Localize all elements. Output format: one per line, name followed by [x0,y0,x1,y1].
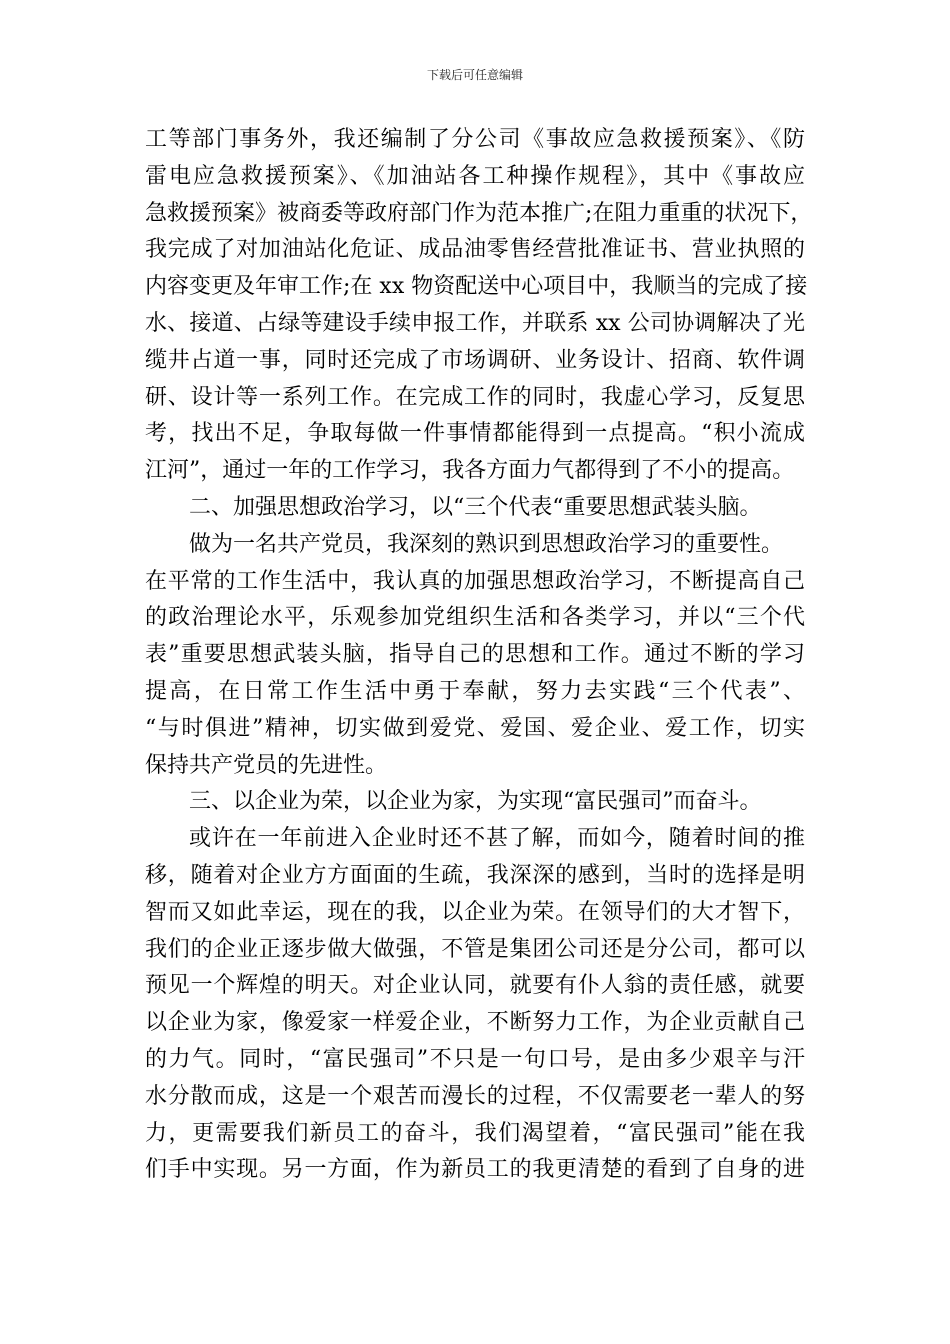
text-line: 内容变更及年审工作;在 xx 物资配送中心项目中，我顺当的完成了接 [145,274,808,300]
text-line: 缆井占道一事，同时还完成了市场调研、业务设计、招商、软件调 [145,347,805,373]
text-line: 我们的企业正逐步做大做强，不管是集团公司还是分公司，都可以 [145,936,805,962]
text-line: 考，找出不足，争取每做一件事情都能得到一点提高。“积小流成 [145,421,805,447]
text-line: 的政治理论水平，乐观参加党组织生活和各类学习，并以“三个代 [145,605,805,631]
text-line: 移，随着对企业方方面面的生疏，我深深的感到，当时的选择是明 [145,862,805,888]
text-line: “与时俱进”精神，切实做到爱党、爱国、爱企业、爱工作，切实 [145,715,805,741]
text-line: 智而又如此幸运，现在的我，以企业为荣。在领导们的大才智下， [145,899,805,925]
section-heading: 二、加强思想政治学习，以“三个代表“重要思想武装头脑。 [189,494,762,520]
text-line: 在平常的工作生活中，我认真的加强思想政治学习，不断提高自己 [145,568,805,594]
text-line: 江河”，通过一年的工作学习，我各方面力气都得到了不小的提高。 [145,458,795,484]
text-line: 我完成了对加油站化危证、成品油零售经营批准证书、营业执照的 [145,237,805,263]
text-line: 们手中实现。另一方面，作为新员工的我更清楚的看到了自身的进 [145,1157,805,1183]
text-line: 的力气。同时，“富民强司”不只是一句口号，是由多少艰辛与汗 [145,1046,805,1072]
section-heading: 三、以企业为荣，以企业为家，为实现“富民强司”而奋斗。 [189,789,762,815]
text-line: 做为一名共产党员，我深刻的熟识到思想政治学习的重要性。 [189,531,784,557]
text-line: 提高，在日常工作生活中勇于奉献，努力去实践“三个代表”、 [145,678,805,704]
text-line: 或许在一年前进入企业时还不甚了解，而如今，随着时间的推 [189,826,805,852]
text-line: 预见一个辉煌的明天。对企业认同，就要有仆人翁的责任感，就要 [145,973,805,999]
text-line: 研、设计等一系列工作。在完成工作的同时，我虚心学习，反复思 [145,384,805,410]
page-header: 下载后可任意编辑 [426,68,523,82]
text-line: 水、接道、占绿等建设手续申报工作，并联系 xx 公司协调解决了光 [145,310,805,336]
text-line: 力，更需要我们新员工的奋斗，我们渴望着，“富民强司”能在我 [145,1120,805,1146]
document-body [145,122,813,1189]
text-line: 表”重要思想武装头脑，指导自己的思想和工作。通过不断的学习 [145,642,805,668]
text-line: 保持共产党员的先进性。 [145,752,388,778]
text-line: 水分散而成，这是一个艰苦而漫长的过程，不仅需要老一辈人的努 [145,1083,805,1109]
text-line: 工等部门事务外，我还编制了分公司《事故应急救援预案》、《防 [145,127,805,152]
text-line: 急救援预案》被商委等政府部门作为范本推广;在阻力重重的状况下， [145,200,813,226]
text-line: 雷电应急救援预案》、《加油站各工种操作规程》，其中《事故应 [145,163,805,189]
text-line: 以企业为家，像爱家一样爱企业，不断努力工作，为企业贡献自己 [145,1010,805,1036]
